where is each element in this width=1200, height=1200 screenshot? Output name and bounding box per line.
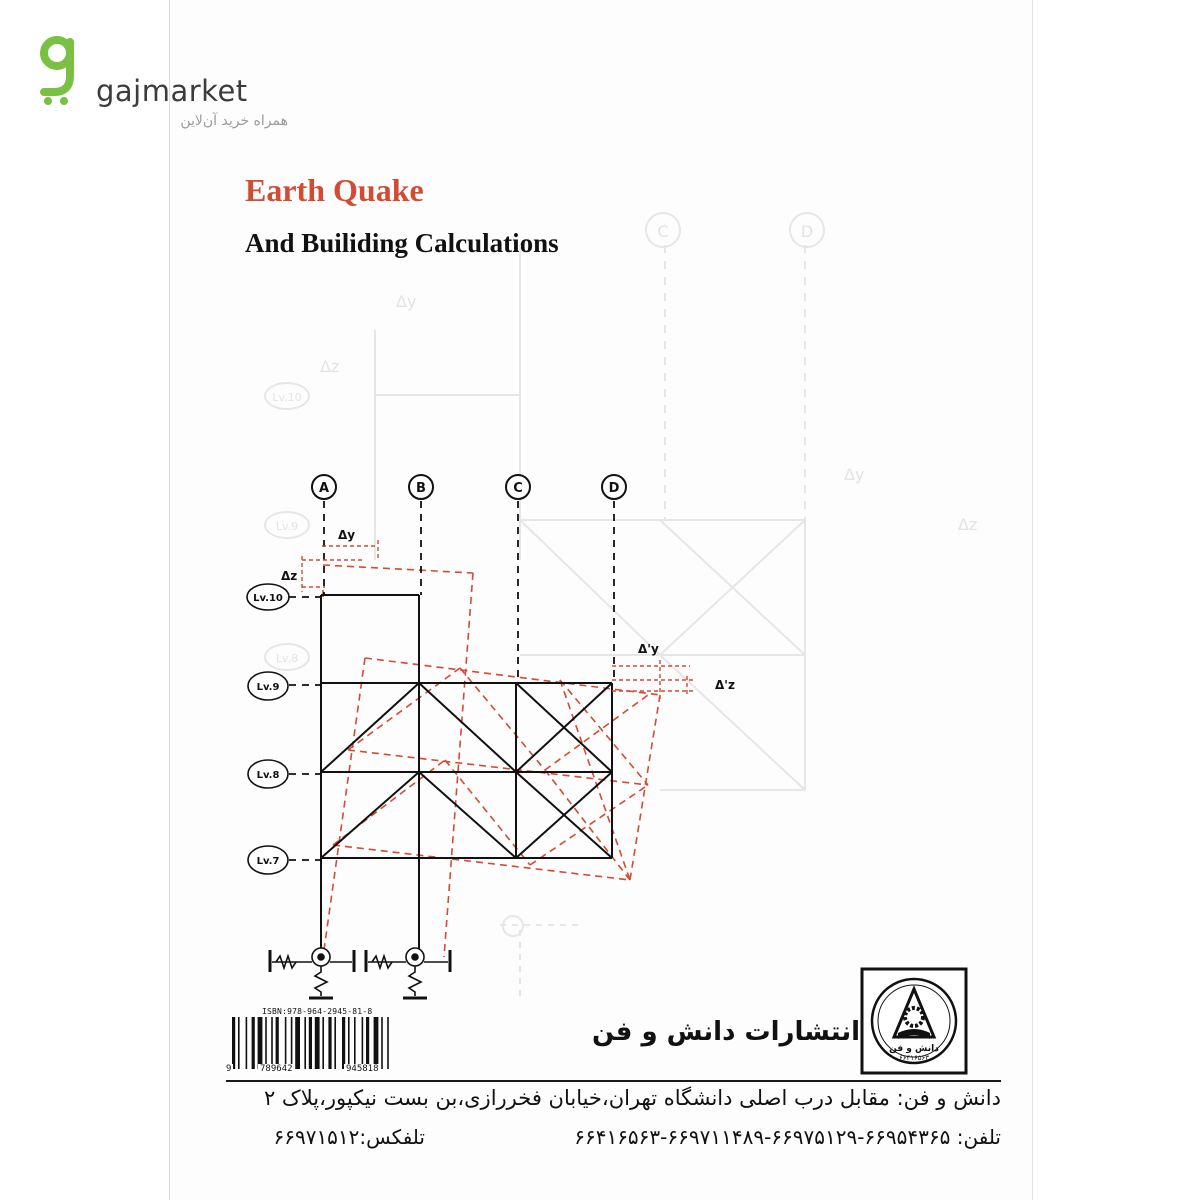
barcode-bar [276,1017,279,1069]
barcode-bar [374,1017,379,1069]
faded-axis-label: C [657,222,669,241]
barcode-bar [334,1017,336,1069]
publisher-address: دانش و فن: مقابل درب اصلی دانشگاه تهران،خیابان فخررازی،بن بست نیکپور،پلاک ۲ [263,1086,1001,1110]
barcode-bar [265,1017,267,1069]
deformed-line [560,680,630,880]
barcode-bar [291,1017,293,1069]
barcode-bar [271,1017,273,1069]
g-cart-logo-icon [38,36,84,106]
barcode-bar [304,1017,306,1069]
brace [321,683,419,772]
axis-lines [289,501,614,860]
support-a-pin [318,954,324,960]
dimension-labels [281,528,735,692]
faded-dy-label: Δy [396,292,417,311]
book-title: Earth Quake [245,172,424,208]
dimension-marks [302,540,695,700]
seal-number: ۶۶۴۱۶۵۶۳ [898,1054,930,1062]
barcode-digit-lead: 9 [226,1064,232,1074]
level-label-8: Lv.8 [256,770,280,781]
barcode-digits-left: 789642 [260,1064,293,1074]
barcode-bar [322,1017,324,1069]
barcode-digits-right: 945818 [346,1064,379,1074]
faded-axis-label: D [800,222,814,241]
faded-dy2-label: Δy [844,465,865,484]
publisher-seal-logo [860,967,968,1075]
deformed-line [333,845,630,880]
store-watermark [38,36,288,129]
barcode-bar [328,1017,331,1069]
level-label-9: Lv.9 [256,682,280,693]
faded-background-drawing [265,213,824,1000]
level-markers [247,584,289,874]
deformed-line [530,785,648,865]
barcode-bar [381,1017,383,1069]
publisher-phones: تلفن: ۶۶۹۵۴۳۶۵-۶۶۹۷۵۱۲۹-۶۶۹۷۱۱۴۸۹-۶۶۴۱۶۵۶۳ [574,1125,1001,1149]
deformed-line [323,658,365,957]
barcode-bar [252,1017,255,1069]
barcode-bar [238,1017,240,1069]
faded-labels [272,222,977,665]
dy-label: Δy [338,528,356,542]
store-tagline: همراه خرید آن‌لاین [180,113,288,129]
faded-dz2-label: Δz [958,515,978,534]
level-label-10: Lv.10 [253,593,283,604]
axis-letters [319,481,620,496]
support-b-pin [412,954,418,960]
store-name: gajmarket [96,74,248,108]
brace [419,772,516,858]
axis-label-c: C [513,481,523,496]
dz2-label: Δ'z [715,678,735,692]
deformed-line [323,565,473,573]
publisher-name: انتشارات دانش و فن [591,1017,860,1047]
axis-label-a: A [318,481,330,496]
deformed-line [348,668,460,750]
supports [270,948,450,998]
axis-label-b: B [416,481,426,496]
deformed-line [545,770,630,880]
brace [419,683,516,772]
dz-label: Δz [281,569,298,583]
faded-level-label: Lv.9 [275,520,299,533]
barcode-bar [258,1017,263,1069]
support-spring-vertical [315,966,327,996]
barcode-bar [285,1017,287,1069]
faded-dz-label: Δz [320,357,340,376]
deformed-line [365,658,660,695]
footer-divider [226,1080,1001,1082]
barcode-bar [354,1017,356,1069]
barcode-bar [246,1017,248,1069]
barcode-bar [348,1017,350,1069]
barcode-bar [362,1017,364,1069]
frame-diagram [200,200,1000,1020]
faded-level-label: Lv.10 [272,391,302,404]
deformed-frame [323,565,660,957]
faded-level-label: Lv.8 [275,652,299,665]
faded-line [660,655,805,790]
axis-markers [312,475,626,499]
support-spring-vertical [409,966,421,996]
level-label-7: Lv.7 [256,856,280,867]
deformed-line [445,760,530,865]
barcode-bar [295,1017,300,1069]
axis-label-d: D [608,481,620,496]
faded-line [520,520,660,655]
barcode-bar [232,1017,235,1069]
barcode-bar [366,1017,369,1069]
barcode-bar [342,1017,345,1069]
dy2-label: Δ'y [638,642,659,656]
deformed-line [560,680,648,785]
barcode-bar [309,1017,312,1069]
publisher-fax: تلفکس:۶۶۹۷۱۵۱۲ [273,1125,425,1149]
isbn-text: ISBN:978-964-2945-81-8 [262,1007,373,1016]
seal-name: دانش و فن [889,1044,939,1054]
level-labels [253,593,283,867]
book-subtitle: And Builiding Calculations [245,228,559,258]
barcode-bar [387,1017,389,1069]
barcode-bar [315,1017,320,1069]
brace [321,772,419,858]
